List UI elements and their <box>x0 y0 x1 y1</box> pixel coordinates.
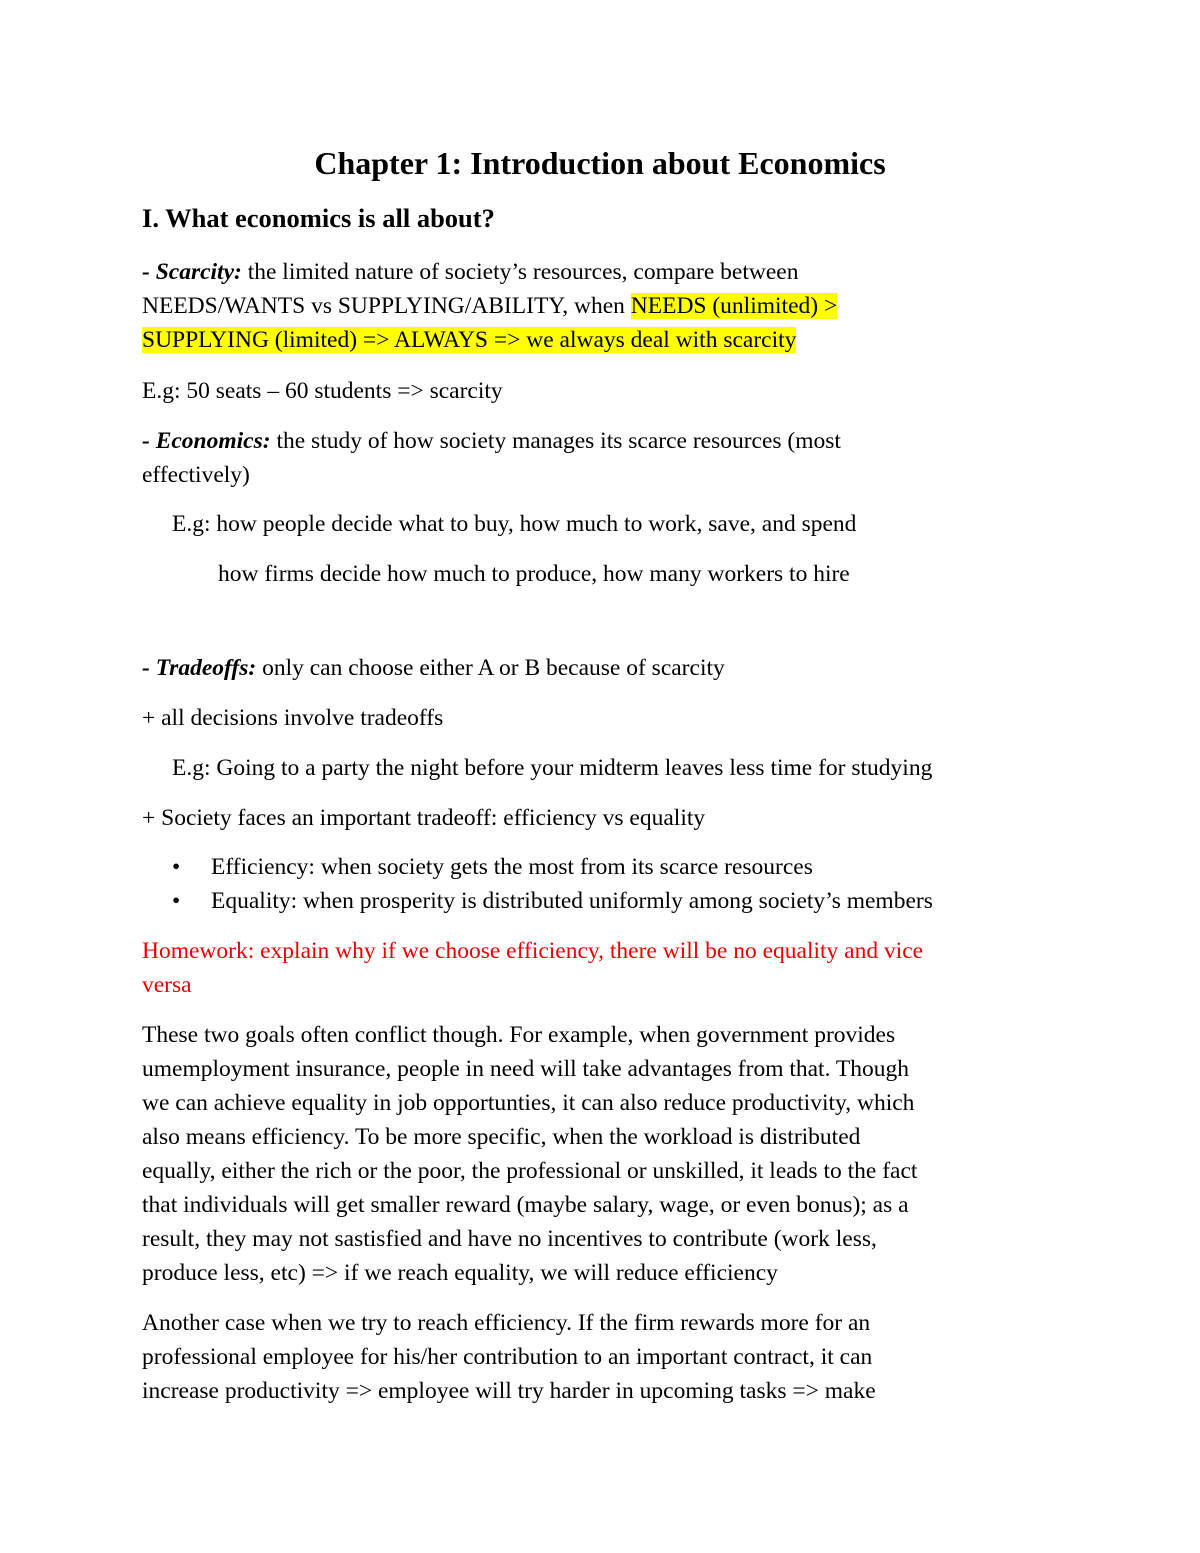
paragraph-1-line: produce less, etc) => if we reach equality, we will reduce efficiency <box>142 1260 778 1286</box>
bullet-icon: • <box>172 854 181 880</box>
paragraph-1-line: we can achieve equality in job opportunties, it can also reduce productivity, which <box>142 1090 915 1116</box>
scarcity-example: E.g: 50 seats – 60 students => scarcity <box>142 378 503 404</box>
paragraph-2-line: increase productivity => employee will try harder in upcoming tasks => make <box>142 1378 876 1404</box>
tradeoffs-line-1 <box>142 657 725 681</box>
economics-term: - Economics: <box>142 428 271 454</box>
economics-line-2: effectively) <box>142 462 250 488</box>
paragraph-2-line: Another case when we try to reach efficiency. If the firm rewards more for an <box>142 1310 871 1336</box>
homework-line-2: versa <box>142 972 192 998</box>
scarcity-comparison: NEEDS/WANTS vs SUPPLYING/ABILITY, when <box>142 293 631 319</box>
scarcity-line-2 <box>142 295 837 319</box>
economics-line-1 <box>142 430 841 454</box>
bullet-icon: • <box>172 888 181 914</box>
bullet-equality: Equality: when prosperity is distributed uniformly among society’s members <box>211 888 933 914</box>
scarcity-definition: the limited nature of society’s resources, compare between <box>241 259 799 285</box>
economics-example-2: how firms decide how much to produce, how many workers to hire <box>218 561 850 587</box>
tradeoffs-definition: only can choose either A or B because of scarcity <box>256 655 725 681</box>
homework-line-1: Homework: explain why if we choose efficiency, there will be no equality and vice <box>142 938 924 964</box>
tradeoffs-point-1: + all decisions involve tradeoffs <box>142 705 444 731</box>
scarcity-term: - Scarcity: <box>142 259 242 285</box>
bullet-efficiency: Efficiency: when society gets the most from its scarce resources <box>211 854 813 880</box>
page-title: Chapter 1: Introduction about Economics <box>314 145 886 181</box>
scarcity-highlight-2: SUPPLYING (limited) => ALWAYS => we always deal with scarcity <box>142 327 797 353</box>
section-heading: I. What economics is all about? <box>142 203 495 233</box>
scarcity-line-3 <box>142 329 796 353</box>
paragraph-1-line: These two goals often conflict though. For example, when government provides <box>142 1022 896 1048</box>
scarcity-highlight-1: NEEDS (unlimited) > <box>630 293 838 319</box>
tradeoffs-term: - Tradeoffs: <box>142 655 257 681</box>
paragraph-1-line: also means efficiency. To be more specific, when the workload is distributed <box>142 1124 861 1150</box>
scarcity-line-1 <box>142 261 798 285</box>
tradeoffs-example: E.g: Going to a party the night before your midterm leaves less time for studying <box>172 755 933 781</box>
paragraph-1-line: that individuals will get smaller reward (maybe salary, wage, or even bonus); as a <box>142 1192 909 1218</box>
tradeoffs-point-2: + Society faces an important tradeoff: efficiency vs equality <box>142 805 706 831</box>
economics-definition: the study of how society manages its scarce resources (most <box>270 428 841 454</box>
economics-example-1: E.g: how people decide what to buy, how much to work, save, and spend <box>172 511 857 537</box>
paragraph-1-line: umemployment insurance, people in need will take advantages from that. Though <box>142 1056 910 1082</box>
paragraph-2-line: professional employee for his/her contribution to an important contract, it can <box>142 1344 873 1370</box>
paragraph-1-line: equally, either the rich or the poor, the professional or unskilled, it leads to the fact <box>142 1158 918 1184</box>
paragraph-1-line: result, they may not sastisfied and have no incentives to contribute (work less, <box>142 1226 877 1252</box>
